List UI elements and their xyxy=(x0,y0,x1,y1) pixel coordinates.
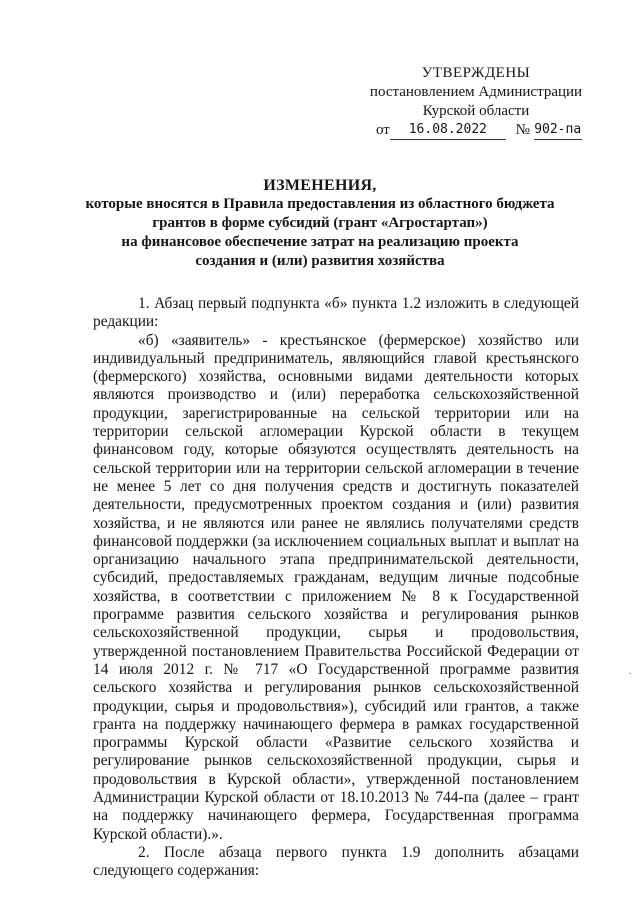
date-label: от xyxy=(376,122,390,138)
approval-block xyxy=(360,64,592,140)
approval-line-2: Курской области xyxy=(422,103,530,119)
date-value: 16.08.2022 xyxy=(408,122,487,137)
number-label: № xyxy=(515,122,530,138)
margin-mark: · xyxy=(628,668,632,680)
approval-date-number-line xyxy=(360,121,592,140)
paragraph: 2. После абзаца первого пункта 1.9 дополнить абзацами следующего содержания: xyxy=(93,843,579,880)
number-value: 902-па xyxy=(534,122,582,137)
paragraph: 1. Абзац первый подпункта «б» пункта 1.2 изложить в следующей редакции: xyxy=(93,295,579,331)
document-body xyxy=(93,295,579,881)
heading-line: создания и (или) развития хозяйства xyxy=(195,253,445,269)
heading-line: которые вносятся в Правила предоставления из областного бюджета xyxy=(85,196,555,212)
number-field xyxy=(534,121,582,140)
document-heading xyxy=(80,176,560,271)
heading-line: на финансовое обеспечение затрат на реализацию проекта xyxy=(121,234,519,250)
date-field xyxy=(390,121,506,140)
paragraph: «б) «заявитель» - крестьянское (фермерское) хозяйство или индивидуальный предприниматель, являющийся главой крестьянского (фермерского) хозяйства, основными видами деятельности которых являются производство и (или) переработка сельскохозяйственной продукции, зарегистрированные на сельской территории или на территории сельской агломерации Курской области в текущем финансовом году, которые обязуются осуществлять деятельность на сельской территории или на территории сельской агломерации в течение не менее 5 лет со дня получения средств и достигнуть показателей деятельности, предусмотренных проектом создания и (или) развития хозяйства, и не являются или ранее не являлись получателями средств финансовой поддержки (за исключением социальных выплат и выплат на организацию начального этапа предпринимательской деятельности, субсидий, предоставляемых гражданам, ведущим личные подсобные хозяйства, в соответствии с приложением № 8 к Государственной программе развития сельского хозяйства и регулирования рынков сельскохозяйственной продукции, сырья и продовольствия, утвержденной постановлением Правительства Российской Федерации от 14 июля 2012 г. № 717 «О Государственной программе развития сельского хозяйства и регулирования рынков сельскохозяйственной продукции, сырья и продовольствия»), субсидий или грантов, а также гранта на поддержку начинающего фермера в рамках государственной программы Курской области «Развитие сельского хозяйства и регулирование рынков сельскохозяйственной продукции, сырья и продовольствия в Курской области», утвержденной постановлением Администрации Курской области от 18.10.2013 № 744-па (далее – грант на поддержку начинающего фермера, Государственная программа Курской области).». xyxy=(93,331,579,843)
heading-line: грантов в форме субсидий (грант «Агростартап») xyxy=(152,215,488,231)
approval-line-1: постановлением Администрации xyxy=(369,84,583,100)
approval-title: УТВЕРЖДЕНЫ xyxy=(421,65,531,81)
heading-title: ИЗМЕНЕНИЯ, xyxy=(263,177,377,194)
